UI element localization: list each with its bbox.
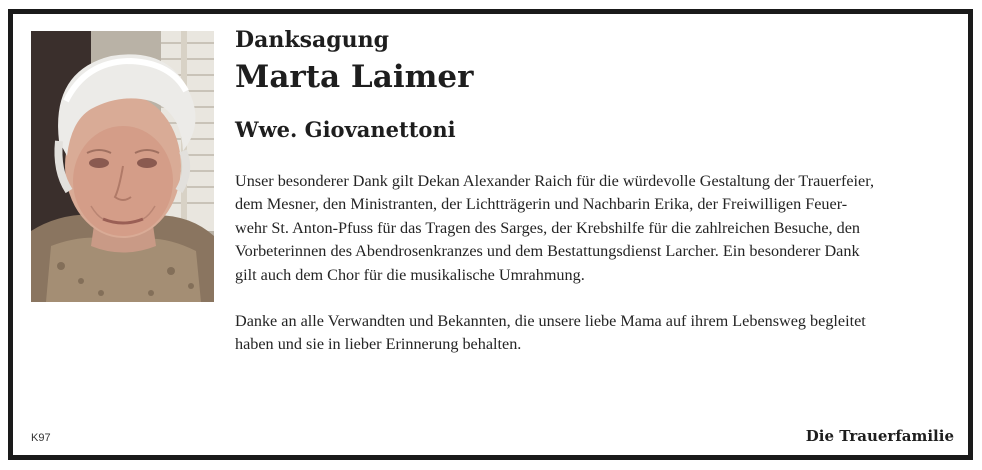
text-line: dem Mesner, den Ministranten, der Lichtträgerin und Nachbarin Erika, der Freiwilligen Feuer- <box>235 195 848 214</box>
thanks-paragraph-1 <box>235 170 955 287</box>
text-line: Danke an alle Verwandten und Bekannten, die unsere liebe Mama auf ihrem Lebensweg begleitet <box>235 312 866 331</box>
text-line: wehr St. Anton-Pfuss für das Tragen des Sarges, der Krebshilfe für die zahlreichen Besuche, den <box>235 218 861 237</box>
text-line: haben und sie in lieber Erinnerung behalten. <box>235 335 522 354</box>
text-line: Unser besonderer Dank gilt Dekan Alexander Raich für die würdevolle Gestaltung der Trauerfeier, <box>235 172 874 190</box>
signature: Die Trauerfamilie <box>805 427 954 445</box>
text-line: gilt auch dem Chor für die musikalische Umrahmung. <box>235 265 585 284</box>
widow-of-line: Wwe. Giovanettoni <box>235 117 456 142</box>
thanks-text <box>235 170 955 380</box>
text-line: Vorbeterinnen des Abendrosenkranzes und dem Bestattungsdienst Larcher. Ein besonderer Dank <box>235 242 860 261</box>
ad-code: K97 <box>31 432 51 444</box>
thanks-paragraph-2 <box>235 310 955 357</box>
deceased-name: Marta Laimer <box>235 59 474 95</box>
portrait-photo <box>31 31 214 302</box>
obituary-card <box>8 9 973 460</box>
heading-danksagung: Danksagung <box>235 27 389 53</box>
